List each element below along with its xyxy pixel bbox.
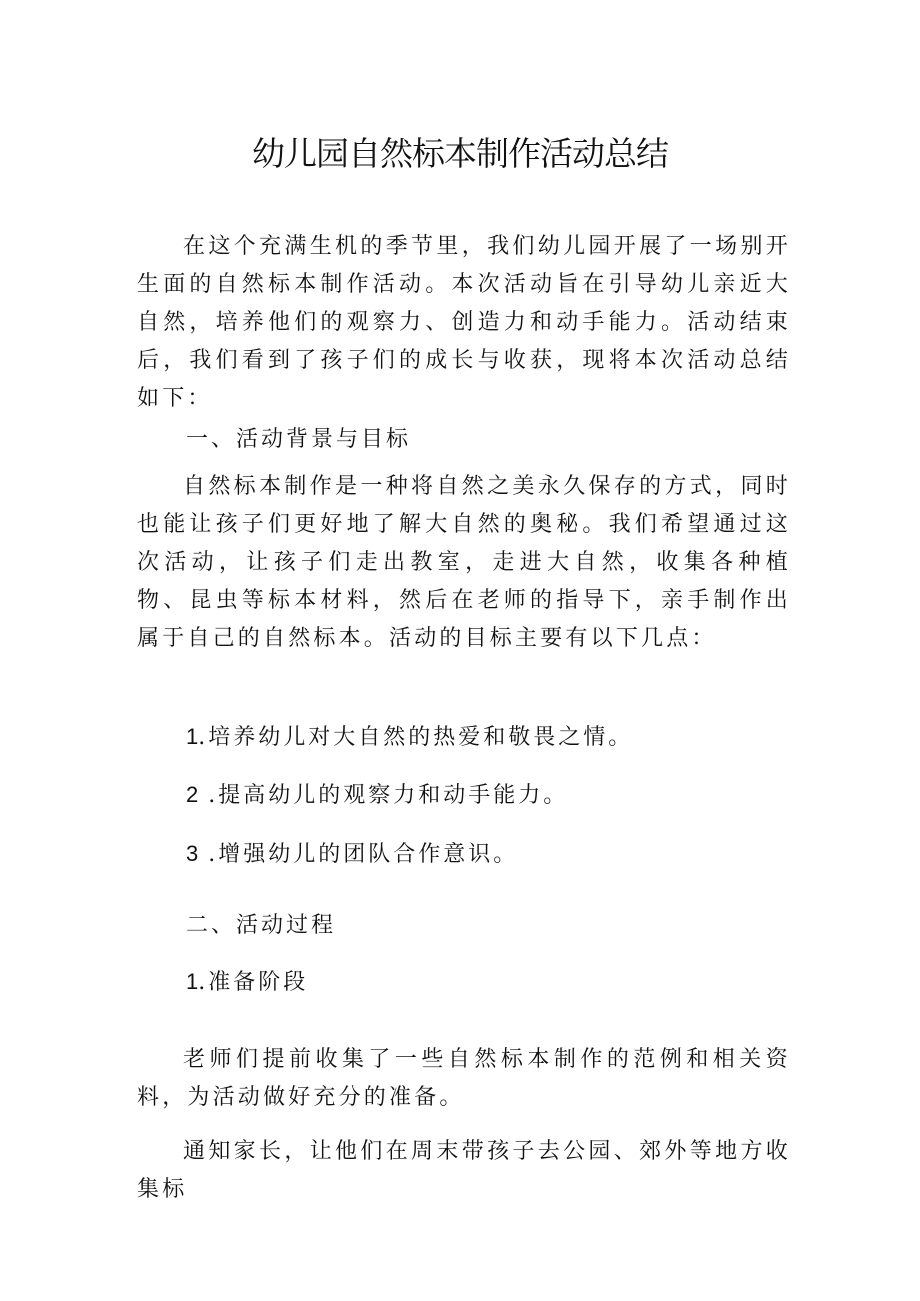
goal-item-3: [186, 835, 518, 874]
goal-text-2: .提高幼儿的观察力和动手能力。: [198, 783, 569, 808]
background-paragraph: 自然标本制作是一种将自然之美永久保存的方式，同时也能让孩子们更好地了解大自然的奥秘。我们希望通过这次活动，让孩子们走出教室，走进大自然，收集各种植物、昆虫等标本材料，然后在老师的指导下，亲手制作出属于自己的自然标本。活动的目标主要有以下几点：: [137, 474, 791, 651]
section-heading-background: 一、活动背景与目标: [186, 427, 412, 452]
goal-number-1: 1: [186, 724, 199, 749]
goal-number-3: 3: [186, 841, 199, 866]
goal-item-2: [186, 776, 568, 815]
goal-text-1: .培养幼儿对大自然的热爱和敬畏之情。: [198, 725, 634, 750]
stage-number: 1: [186, 969, 199, 994]
section-heading-process: 二、活动过程: [186, 913, 337, 938]
stage-heading-preparation: [186, 963, 308, 1002]
document-title: 幼儿园自然标本制作活动总结: [252, 134, 668, 173]
preparation-paragraph-2: 通知家长，让他们在周末带孩子去公园、郊外等地方收集标: [137, 1139, 791, 1202]
preparation-paragraph-1: 老师们提前收集了一些自然标本制作的范例和相关资料，为活动做好充分的准备。: [137, 1047, 791, 1110]
intro-paragraph: 在这个充满生机的季节里，我们幼儿园开展了一场别开生面的自然标本制作活动。本次活动旨在引导幼儿亲近大自然，培养他们的观察力、创造力和动手能力。活动结束后，我们看到了孩子们的成长与收获，现将本次活动总结如下：: [137, 234, 791, 411]
goal-text-3: .增强幼儿的团队合作意识。: [198, 842, 519, 867]
goal-number-2: 2: [186, 782, 199, 807]
stage-heading-text: .准备阶段: [198, 970, 309, 995]
goal-item-1: [186, 718, 633, 757]
